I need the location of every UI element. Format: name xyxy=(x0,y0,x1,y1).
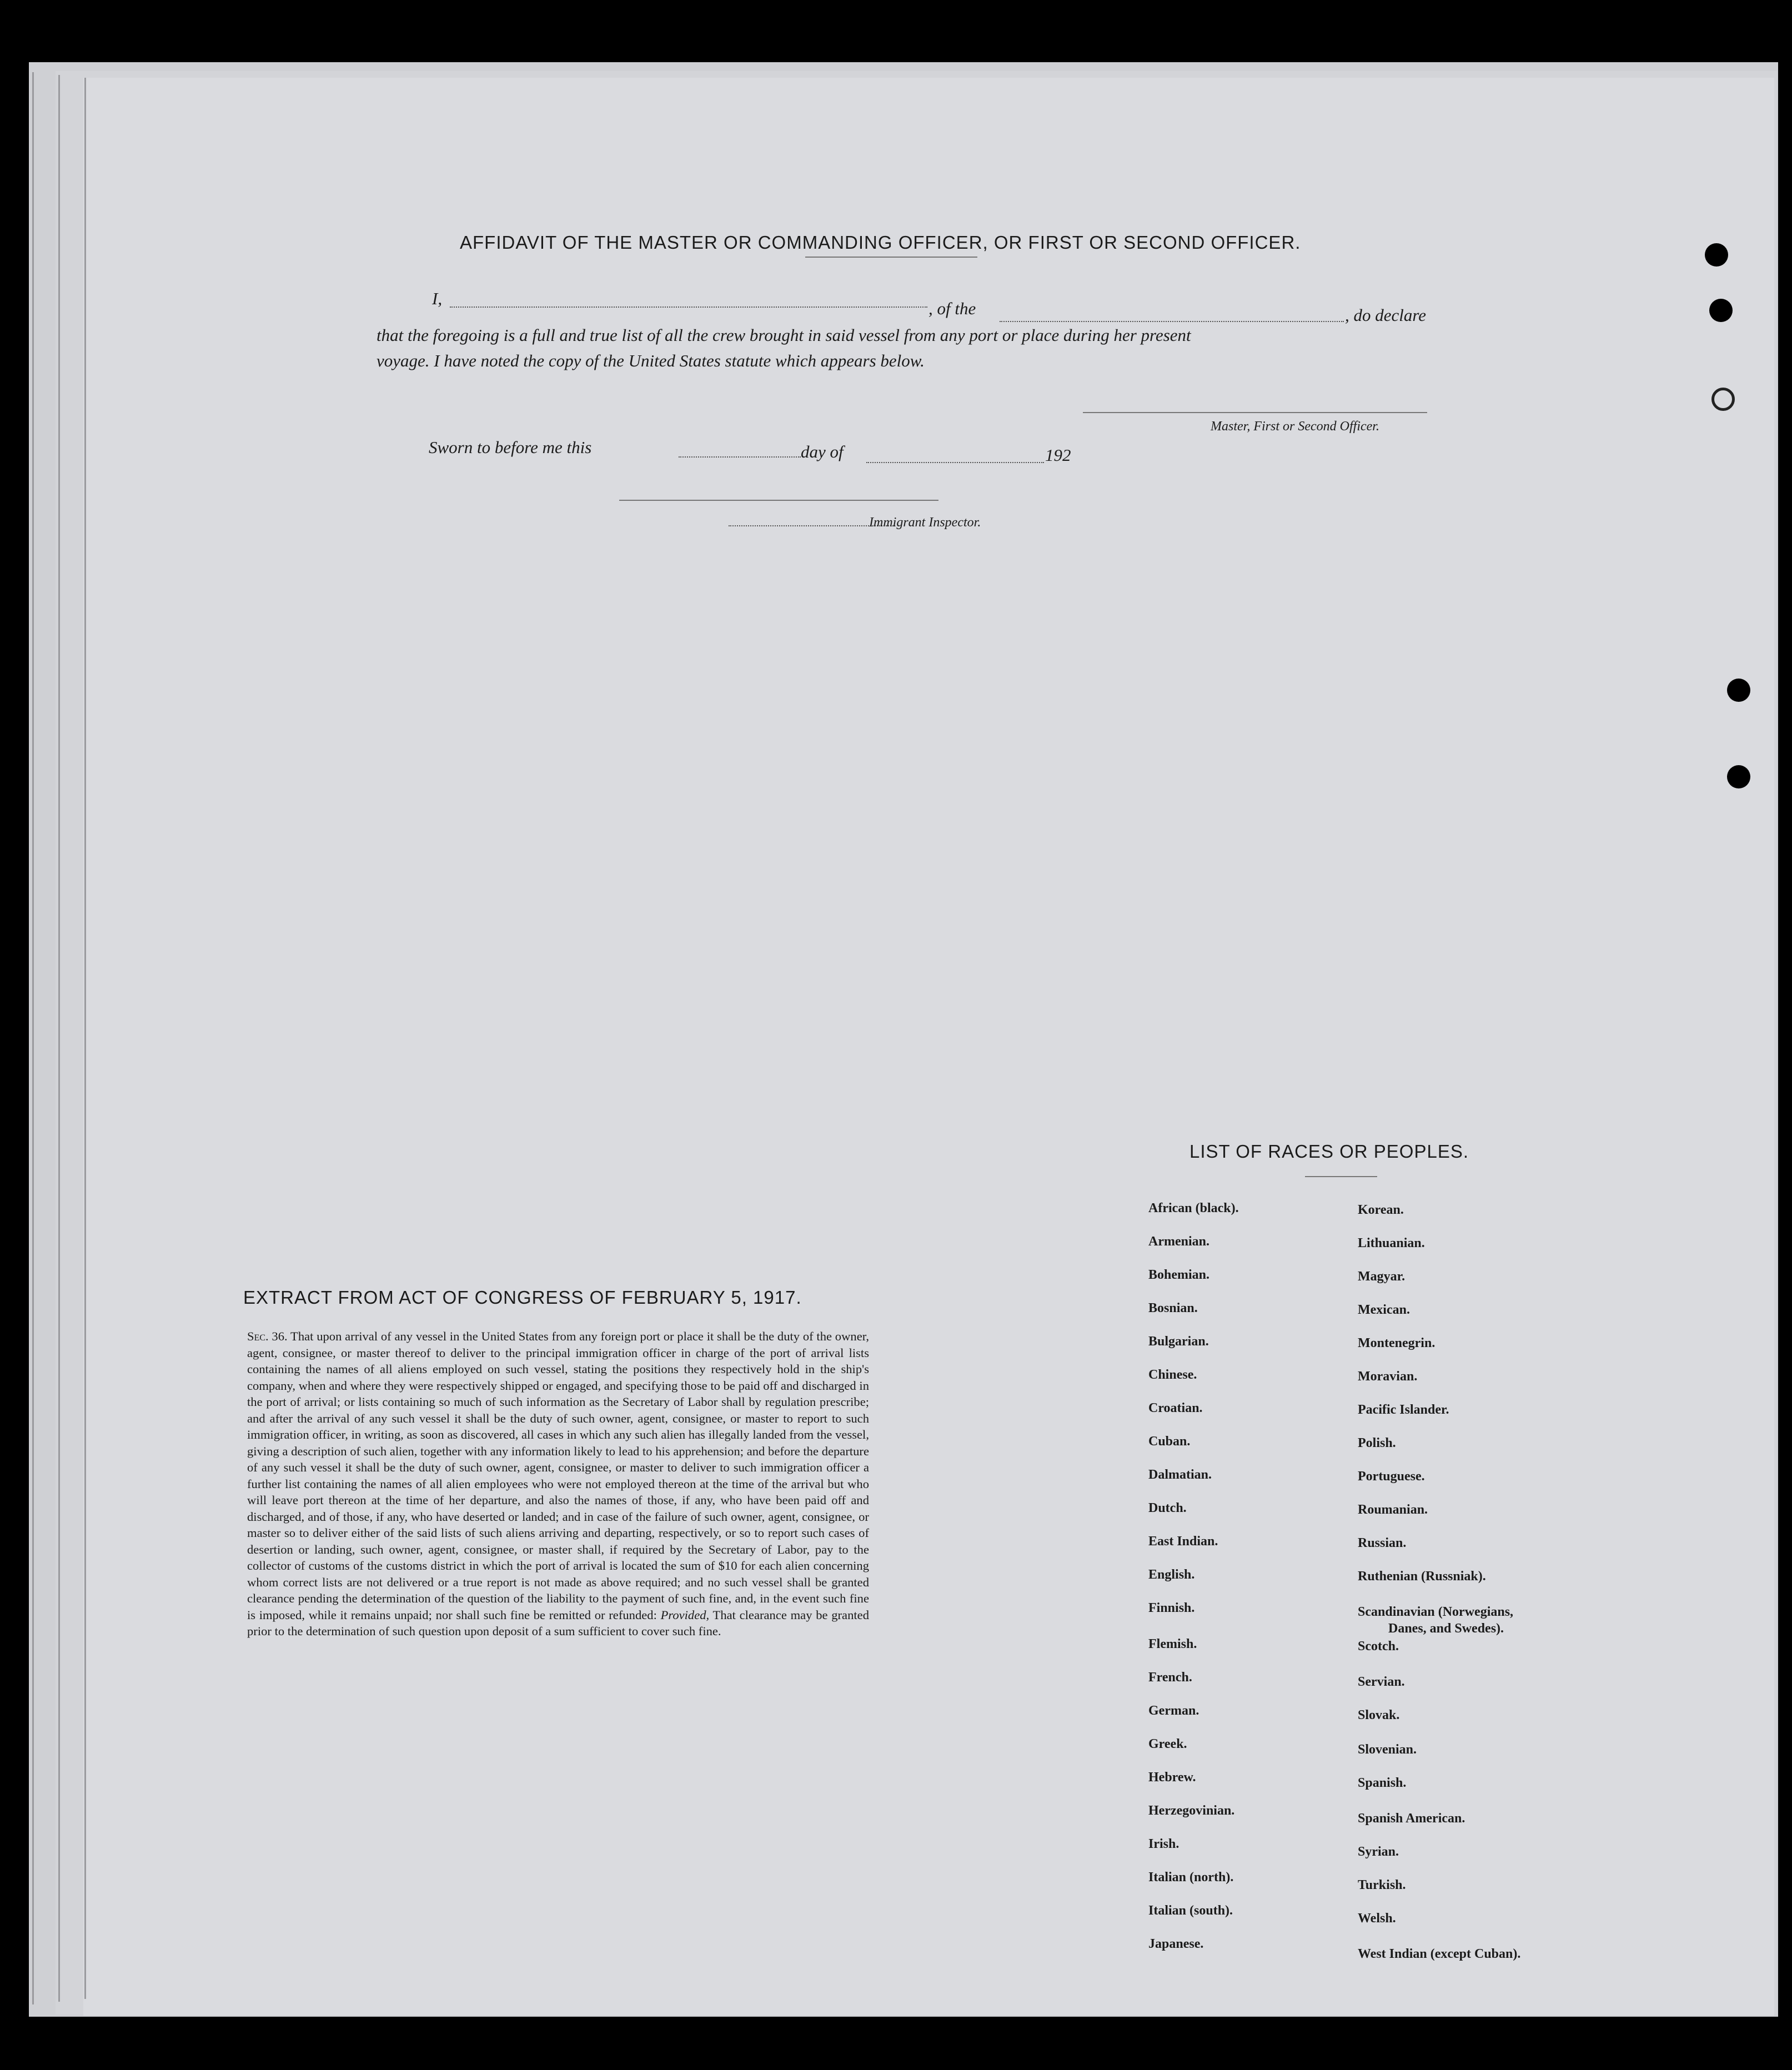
race-item: Scandinavian (Norwegians, xyxy=(1358,1605,1514,1619)
race-item: Bulgarian. xyxy=(1148,1334,1209,1349)
race-item: Japanese. xyxy=(1148,1937,1204,1951)
race-item: Moravian. xyxy=(1358,1369,1418,1384)
affidavit-title: AFFIDAVIT OF THE MASTER OR COMMANDING OFFICER, OR FIRST OR SECOND OFFICER. xyxy=(460,232,1301,253)
provided-word: Provided, xyxy=(660,1607,710,1622)
page-edge xyxy=(32,72,34,2004)
race-item: Montenegrin. xyxy=(1358,1336,1435,1350)
race-item: Croatian. xyxy=(1148,1401,1203,1415)
extract-title: EXTRACT FROM ACT OF CONGRESS OF FEBRUARY 5, 1917. xyxy=(243,1287,802,1308)
punch-hole xyxy=(1709,299,1733,322)
race-item: Pacific Islander. xyxy=(1358,1403,1449,1417)
affidavit-of-the: , of the xyxy=(928,299,976,318)
race-item: Scotch. xyxy=(1358,1639,1399,1654)
race-item: Korean. xyxy=(1358,1203,1404,1217)
race-item: Dutch. xyxy=(1148,1501,1187,1515)
race-item: Greek. xyxy=(1148,1737,1187,1751)
race-item: Slovak. xyxy=(1358,1708,1400,1722)
race-item: Slovenian. xyxy=(1358,1742,1417,1757)
race-item: West Indian (except Cuban). xyxy=(1358,1947,1521,1961)
race-item: Portuguese. xyxy=(1358,1469,1425,1484)
race-item: East Indian. xyxy=(1148,1534,1218,1549)
race-item: Armenian. xyxy=(1148,1234,1209,1249)
punch-hole xyxy=(1727,679,1750,702)
page-edge xyxy=(58,75,60,2002)
race-item: Magyar. xyxy=(1358,1269,1406,1284)
affidavit-i: I, xyxy=(432,289,443,308)
race-item: Spanish. xyxy=(1358,1776,1407,1790)
section-label: Sec. 36. xyxy=(247,1329,288,1343)
day-of-text: day of xyxy=(801,442,844,461)
punch-hole xyxy=(1727,765,1750,788)
race-item: Herzegovinian. xyxy=(1148,1803,1235,1818)
race-item: Finnish. xyxy=(1148,1601,1195,1615)
races-title-underline xyxy=(1305,1176,1377,1177)
race-item: Hebrew. xyxy=(1148,1770,1196,1785)
master-signature-line xyxy=(1083,412,1427,413)
race-item: Irish. xyxy=(1148,1837,1179,1851)
name-blank xyxy=(450,307,927,308)
race-item: Turkish. xyxy=(1358,1878,1406,1892)
race-item-continued: Danes, and Swedes). xyxy=(1388,1621,1504,1636)
master-caption: Master, First or Second Officer. xyxy=(1211,419,1379,434)
race-item: Russian. xyxy=(1358,1536,1407,1550)
day-blank xyxy=(679,456,801,458)
sworn-text: Sworn to before me this xyxy=(429,438,592,457)
race-item: Ruthenian (Russniak). xyxy=(1358,1569,1486,1584)
month-blank xyxy=(866,462,1044,463)
race-item: Cuban. xyxy=(1148,1434,1191,1449)
affidavit-line-2: that the foregoing is a full and true list of all the crew brought in said vessel from any port or place during her present xyxy=(377,325,1191,345)
race-item: African (black). xyxy=(1148,1201,1239,1215)
inspector-signature-line xyxy=(619,500,938,501)
race-item: Mexican. xyxy=(1358,1303,1410,1317)
year-text: 192 xyxy=(1045,445,1071,465)
race-item: English. xyxy=(1148,1567,1195,1582)
races-title: LIST OF RACES OR PEOPLES. xyxy=(1189,1141,1469,1162)
inspector-caption: Immigrant Inspector. xyxy=(869,515,981,530)
page-edge xyxy=(84,78,86,1999)
punch-hole xyxy=(1705,243,1728,267)
punch-hole xyxy=(1711,388,1735,411)
affidavit-declare: , do declare xyxy=(1345,305,1427,325)
race-item: German. xyxy=(1148,1704,1199,1718)
race-item: Flemish. xyxy=(1148,1637,1197,1651)
statute-body-a: That upon arrival of any vessel in the United States from any foreign port or place it shall be the duty of the owner, agent, consignee, or master thereof to deliver to the principal immigration officer in charge of the port of arrival lists containing the names of all aliens employed on such vessel, stating the positions they respectively hold in the ship's company, when and where they were respectively shipped or engaged, and specifying those to be paid off and discharged in the port of arrival; or lists containing so much of such information as the Secretary of Labor shall by regulation prescribe; and after the arrival of any such vessel it shall be the duty of such owner, agent, consignee, or master to report to such immigration officer, in writing, as soon as discovered, all cases in which any such alien has illegally landed from the vessel, giving a description of such alien, together with any information likely to lead to his apprehension; and before the departure of any such vessel it shall be the duty of such owner, agent, consignee, or master to deliver to such immigration officer a further list containing the names of all alien employees who were not employed thereon at the time of the arrival but who will leave port thereon at the time of her departure, and also the names of those, if any, who have been paid off and discharged, and of those, if any, who have deserted or landed; and in case of the failure of such owner, agent, consignee, or master so to deliver either of the said lists of such aliens arriving and departing, respectively, or so to report such cases of desertion or landing, such owner, agent, consignee, or master shall, if required by the Secretary of Labor, pay to the collector of customs of the customs district in which the port of arrival is located the sum of $10 for each alien concerning whom correct lists are not delivered or a true report is not made as above required; and no such vessel shall be granted clearance pending the determination of the question of the liability to the payment of such fine, and, in the event such fine is imposed, while it remains unpaid; nor shall such fine be remitted or refunded: xyxy=(247,1329,869,1622)
vessel-blank xyxy=(1000,321,1344,322)
race-item: Polish. xyxy=(1358,1436,1396,1450)
race-item: Chinese. xyxy=(1148,1368,1197,1382)
race-item: French. xyxy=(1148,1670,1192,1685)
affidavit-line-3: voyage. I have noted the copy of the United States statute which appears below. xyxy=(377,351,925,370)
statute-text xyxy=(247,1328,869,1640)
race-item: Spanish American. xyxy=(1358,1811,1465,1826)
race-item: Lithuanian. xyxy=(1358,1236,1425,1250)
statute-body-b: That clearance may be granted prior to the determination of such question upon deposit of a sum sufficient to cover such fine. xyxy=(247,1607,869,1638)
race-item: Italian (south). xyxy=(1148,1903,1233,1918)
race-item: Syrian. xyxy=(1358,1845,1399,1859)
race-item: Italian (north). xyxy=(1148,1870,1234,1885)
title-underline xyxy=(805,257,977,258)
race-item: Welsh. xyxy=(1358,1911,1396,1926)
race-item: Bohemian. xyxy=(1148,1268,1210,1282)
race-item: Dalmatian. xyxy=(1148,1468,1212,1482)
document-page xyxy=(83,78,1774,2016)
race-item: Bosnian. xyxy=(1148,1301,1198,1315)
race-item: Roumanian. xyxy=(1358,1503,1428,1517)
race-item: Servian. xyxy=(1358,1675,1405,1689)
